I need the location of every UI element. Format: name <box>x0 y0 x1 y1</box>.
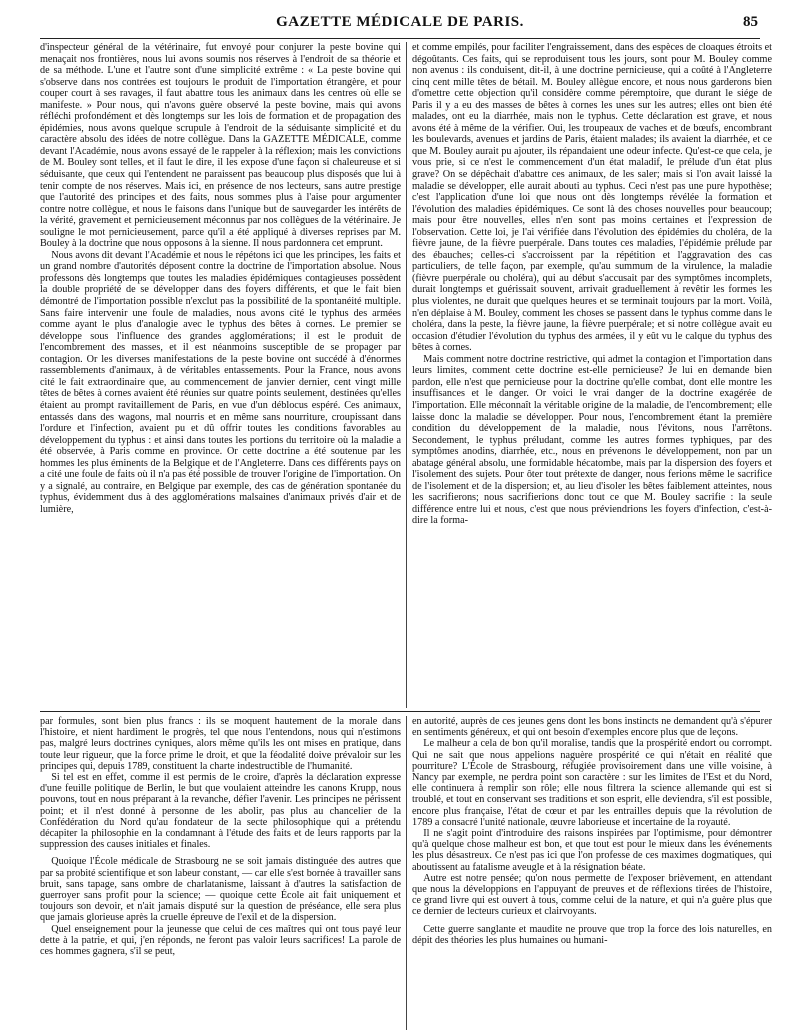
paragraph: Quel enseignement pour la jeunesse que celui de ces maîtres qui ont tous payé leur dette à la patrie, et qui, j'en réponds, ne feront pas valoir leurs sacrifices! La parole de ces hommes gagnera, s'il se peut, <box>40 923 401 958</box>
paragraph: Le malheur a cela de bon qu'il moralise, tandis que la prospérité endort ou corrompt. Qui ne sait que nous appelions naguère prospérité ce qui n'était en réalité que pourriture? L'École de Strasbourg, réfugiée provisoirement dans une ville voisine, à Nancy par exemple, ne perdra point son caractère : sur les limites de l'Est et du Nord, elle continuera à remplir son rôle; elle nous filtrera la science allemande qui est si troublé, et tout en conservant ses traditions et son esprit, elle deviendra, s'il est possible, encore plus française, l'état de cœur et par les entrailles depuis que la révolution de 1789 a consacré l'unité nationale, œuvre laborieuse et incertaine de la royauté. <box>412 738 772 828</box>
paragraph: Cette guerre sanglante et maudite ne prouve que trop la force des lois naturelles, en dépit des théories les plus humaines ou humani- <box>412 923 772 946</box>
upper-left-column <box>40 42 401 708</box>
lower-left-column <box>40 716 401 1030</box>
section-rule <box>40 711 760 712</box>
paragraph: en autorité, auprès de ces jeunes gens dont les bons instincts ne demandent qu'à s'épurer en sentiments généreux, et qui ont besoin d'exemples encore plus que de leçons. <box>412 716 772 739</box>
paragraph: par formules, sont bien plus francs : ils se moquent hautement de la morale dans l'histoire, et nient hardiment le progrès, tel que nous l'entendons, nous qui n'estimons pas, malgré leurs doctrines cyniques, alors même qu'ils les ont mises en pratique, dans toute leur rigueur, que la force prime le droit, et que la féodalité doive prévaloir sur les principes qui, depuis 1789, constituent la charte indestructible de l'humanité. <box>40 716 401 772</box>
lower-right-column <box>412 716 772 1030</box>
page-number: 85 <box>743 14 758 30</box>
paragraph: Autre est notre pensée; qu'on nous permette de l'exposer brièvement, en attendant que nous la développions en l'appuyant de preuves et de réflexions tirées de l'histoire, ce grand livre qui est ouvert à tous, comme celui de la nature, et qui n'a guère plus que ce dernier de lecteurs curieux et clairvoyants. <box>412 872 772 918</box>
page-header <box>40 12 760 38</box>
paragraph: Il ne s'agit point d'introduire des raisons inspirées par l'optimisme, pour démontrer qu'à quelque chose malheur est bon, et que tout est pour le mieux dans les événements les plus désastreux. Ce n'est pas ici que l'on professe de ces maximes dogmatiques, qui aboutissent au fatalisme aveugle et à la résignation béate. <box>412 828 772 873</box>
column-divider-lower <box>406 716 407 1030</box>
paragraph: Quoique l'École médicale de Strasbourg ne se soit jamais distinguée des autres que par sa probité scientifique et son labeur constant, — car elle s'est bornée à travailler sans bruit, sans tapage, sans ombre de charlatanisme, laissant à d'autres la satisfaction de guerroyer sans profit pour la science; — quoique cette École ait fait uniquement et toujours son devoir, et n'ait jamais disputé sur la question de préséance, elle sera plus que jamais glorieuse après la cruelle épreuve de l'exil et de la dispersion. <box>40 856 401 924</box>
paragraph: d'inspecteur général de la vétérinaire, fut envoyé pour conjurer la peste bovine qui menaçait nos frontières, nous lui avons soumis nos réserves à l'endroit de sa théorie et de sa méthode. L'une et l'autre sont d'une simplicité extrême : « La peste bovine qui s'observe dans nos contrées est toujours le produit de l'importation étrangère, et pour couper court à ses ravages, il faut abattre tous les animaux dans les centres où elle se manifeste. » Pour nous, qui n'avons guère observé la peste bovine, mais qui avons réfléchi profondément et dès longtemps sur les lois de formation et de propagation des épidémies, nous avons quelque scrupule à l'endroit de la séduisante simplicité et du caractère absolu des idées de notre collègue. Dans la GAZETTE MÉDICALE, comme devant l'Académie, nous avons essayé de le rappeler à la réflexion; mais les convictions de M. Bouley sont telles, et il faut le dire, il les expose d'une façon si chaleureuse et si séduisante, que ceux qui l'entendent ne paraissent pas beaucoup plus disposés que lui à tenir compte de nos réserves. Mais ici, en présence de nos lecteurs, sans autre prestige que l'autorité des principes et des faits, nous sommes plus à l'aise pour argumenter contre notre collègue, et nous le faisons dans l'unique but de sauvegarder les intérêts de la vérité, gravement et pernicieusement méconnus par nos collègues de la vétérinaire. Je souligne le mot pernicieusement, parce qu'il a été appliqué à diverses reprises par M. Bouley à la doctrine que nous opposons à la sienne. Il nous pardonnera cet emprunt. <box>40 42 401 250</box>
running-title: GAZETTE MÉDICALE DE PARIS. <box>276 14 524 30</box>
paragraph: Mais comment notre doctrine restrictive, qui admet la contagion et l'importation dans leurs limites, comment cette doctrine est-elle pernicieuse? Je lui en demande bien pardon, elle n'est que pernicieuse pour la doctrine qu'elle combat, dont elle montre les insuffisances et le danger. Or voici le vrai danger de la doctrine exagérée de l'importation. Elle méconnaît la véritable origine de la maladie, de l'encombrement; elle laisse donc la maladie se développer. Pour nous, l'encombrement étant la première condition du développement de la maladie, nous l'évitons, nous l'arrêtons. Secondement, le typhus préludant, comme les autres formes typhiques, par des symptômes anodins, diarrhée, etc., nous en prévenons le développement, non par un abatage général absolu, une formidable hécatombe, mais par la dispersion des foyers et l'isolement des sujets. Pour ôter tout prétexte de danger, nous ferions même le sacrifice de l'isolement et de la dispersion; et, au lieu d'isoler les bêtes faiblement atteintes, nous les sacrifierons; nous sacrifierions donc tout ce que M. Bouley sacrifie : la seule différence entre lui et nous, c'est que nous préviendrions les foyers d'infection, c'est-à-dire la forma- <box>412 353 772 527</box>
upper-right-column <box>412 42 772 708</box>
paragraph: et comme empilés, pour faciliter l'engraissement, dans des espèces de cloaques étroits et dégoûtants. Ces faits, qui se reproduisent tous les jours, sont pour M. Bouley comme non avenus : ils conduisent, dit-il, à une doctrine pernicieuse, qui a coûté à l'Angleterre cinq cent mille têtes de bétail. M. Bouley allègue encore, et nous nous garderons bien d'omettre cette objection qu'il considère comme péremptoire, que durant le siége de Paris il y a eu des masses de bêtes à cornes les unes sur les autres; elles ont bien été malades, ont eu la diarrhée, mais non le typhus. Cette déclaration est grave, et nous avons été à même de la vérifier. Oui, les troupeaux de vaches et de bœufs, encombrant les boulevards, avenues et jardins de Paris, étaient malades; ils avaient la diarrhée, et ce que M. Bouley aurait pu ajouter, ils répandaient une odeur infecte. Qu'est-ce que cela, je vous prie, si ce n'est le commencement d'un état maladif, le prélude d'un état plus grave? On se dépêchait d'abattre ces animaux, de les saler; mais si l'on avait laissé la maladie se développer, elle aurait abouti au typhus. Ceci n'est pas une pure hypothèse; c'est l'application d'une loi que nous ont dès longtemps révélée la formation et l'évolution des maladies épidémiques. Ce sont là des choses nouvelles pour beaucoup; mais pour être nouvelles, elles n'en sont pas moins certaines et l'expression de l'observation. Cette loi, je l'ai vérifiée dans l'évolution des épidémies du choléra, de la fièvre jaune, de la fièvre puerpérale. Dans toutes ces maladies, l'épidémie prélude par des ébauches; celles-ci s'accroissent par la répétition et l'aggravation des cas particuliers, de telle façon, par exemple, qu'au summum de la virulence, la maladie (fièvre puerpérale ou choléra), qui au début s'accusait par des symptômes incomplets, durait longtemps et guérissait souvent, arrivait graduellement à revêtir les formes les plus violentes, ne durait que quelques heures et se terminait toujours par la mort. Voilà, n'en déplaise à M. Bouley, comment les choses se passent dans le typhus comme dans le choléra, dans la peste, la fièvre jaune, la fièvre puerpérale; et si notre collègue avait eu occasion d'étudier l'évolution du typhus des armées, il y eût vu le calque du typhus des bêtes à cornes. <box>412 42 772 354</box>
paragraph: Si tel est en effet, comme il est permis de le croire, d'après la déclaration expresse d'une feuille politique de Berlin, le but que voulaient atteindre les canons Krupp, nous pouvons, tout en nous préparant à la revanche, défier l'avenir. Les principes ne périssent point; et il n'est donné à personne de les abolir, pas plus au chancelier de la Confédération du Nord qu'au fondateur de la secte philosophique qui a prétendu décapiter la philosophie en la condamnant à l'étude des faits et de leurs rapports par la suppression des causes initiales et finales. <box>40 772 401 851</box>
column-divider-upper <box>406 42 407 708</box>
paragraph: Nous avons dit devant l'Académie et nous le répétons ici que les principes, les faits et un grand nombre d'autorités déposent contre la doctrine de l'importation absolue. Nous professons dès longtemps que toutes les maladies épidémiques contagieuses possèdent la double propriété de se développer dans des foyers différents, et que le fait bien démontré de l'importation possible n'exclut pas la possibilité de la spontanéité multiple. Sans faire intervenir une foule de maladies, nous avons cité le typhus des armées comme ayant le plus d'analogie avec le typhus des bêtes à cornes. Le premier se développe sous l'influence des grandes agglomérations; il est le produit de l'encombrement des masses, et il est néanmoins susceptible de se propager par contagion. Or les diverses manifestations de la peste bovine ont succédé à d'énormes rassemblements d'animaux, à de véritables entassements. Pour la France, nous avons cité le fait extraordinaire que, au commencement de janvier dernier, cent vingt mille têtes de bêtes à cornes avaient été réunies sur quatre points seulement, destinées qu'elles étaient au prompt ravitaillement de Paris, en vue d'un déblocus espéré. Ces animaux, entassés dans des wagons, mal nourris et en même sans nourriture, croupissant dans l'ordure et l'infection, avaient pu et dû offrir toutes les conditions favorables au développement du typhus : et ainsi dans toutes les portions du territoire où la maladie a été observée, à Paris comme en province. Or cette doctrine a été soutenue par les hommes les plus éminents de la Belgique et de l'Angleterre. Dans ces différents pays on a cité une foule de faits où il n'a pas été possible de trouver l'origine de l'importation. On y a signalé, au contraire, en Belgique par exemple, des cas de génération spontanée du typhus, évidemment dus à des agglomérations malsaines d'animaux privés d'air et de lumière, <box>40 249 401 515</box>
header-rule <box>40 38 760 39</box>
